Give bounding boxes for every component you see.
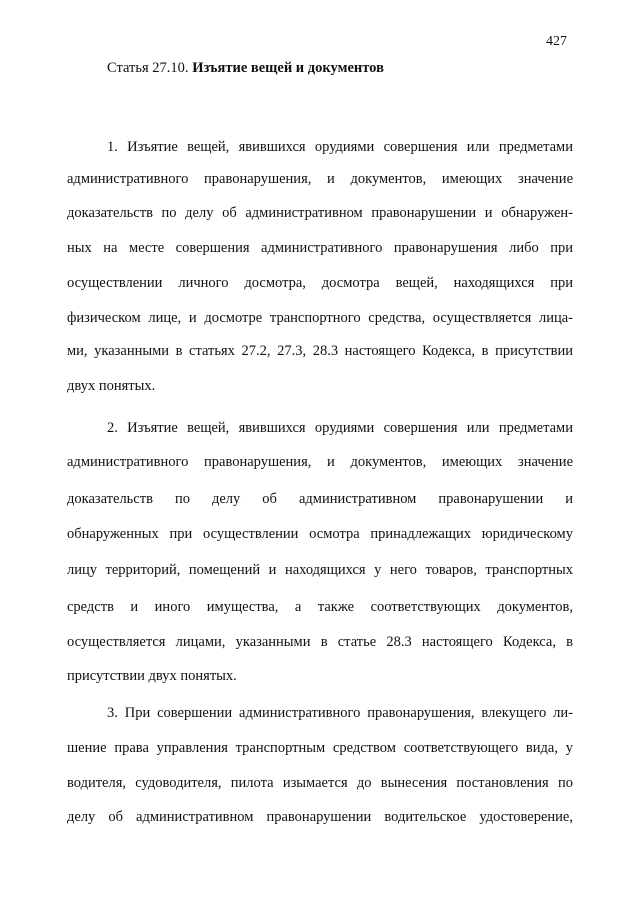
article-title [107,60,384,77]
text-line: двух понятых. [67,378,156,394]
article-heading: Изъятие вещей и документов [192,60,384,76]
text-line: физическом лице, и досмотре транспортного средства, осуществляется лица- [67,310,573,326]
text-line: делу об административном правонарушении водительское удостоверение, [67,809,573,825]
text-line: средств и иного имущества, а также соответствующих документов, [67,599,573,615]
text-line: шение права управления транспортным средством соответствующего вида, у [67,740,573,756]
article-number: Статья 27.10. [107,60,189,76]
text-line: обнаруженных при осуществлении осмотра принадлежащих юридическому [67,526,573,542]
text-line: доказательств по делу об административном правонарушении и обнаружен- [67,205,573,221]
text-line: 2. Изъятие вещей, явившихся орудиями совершения или предметами [107,420,573,436]
text-line: 1. Изъятие вещей, явившихся орудиями совершения или предметами [107,139,573,155]
text-line: ных на месте совершения административного правонарушения либо при [67,240,573,256]
text-line: осуществлении личного досмотра, досмотра вещей, находящихся при [67,275,573,291]
text-line: присутствии двух понятых. [67,668,237,684]
text-line: доказательств по делу об административном правонарушении и [67,491,573,507]
text-line: водителя, судоводителя, пилота изымается до вынесения постановления по [67,775,573,791]
text-line: осуществляется лицами, указанными в статье 28.3 настоящего Кодекса, в [67,634,573,650]
text-line: лицу территорий, помещений и находящихся у него товаров, транспортных [67,562,573,578]
text-line: административного правонарушения, и документов, имеющих значение [67,454,573,470]
text-line: административного правонарушения, и документов, имеющих значение [67,171,573,187]
text-line: ми, указанными в статьях 27.2, 27.3, 28.3 настоящего Кодекса, в присутствии [67,343,573,359]
text-line: 3. При совершении административного правонарушения, влекущего ли- [107,705,573,721]
page-number: 427 [546,34,567,49]
